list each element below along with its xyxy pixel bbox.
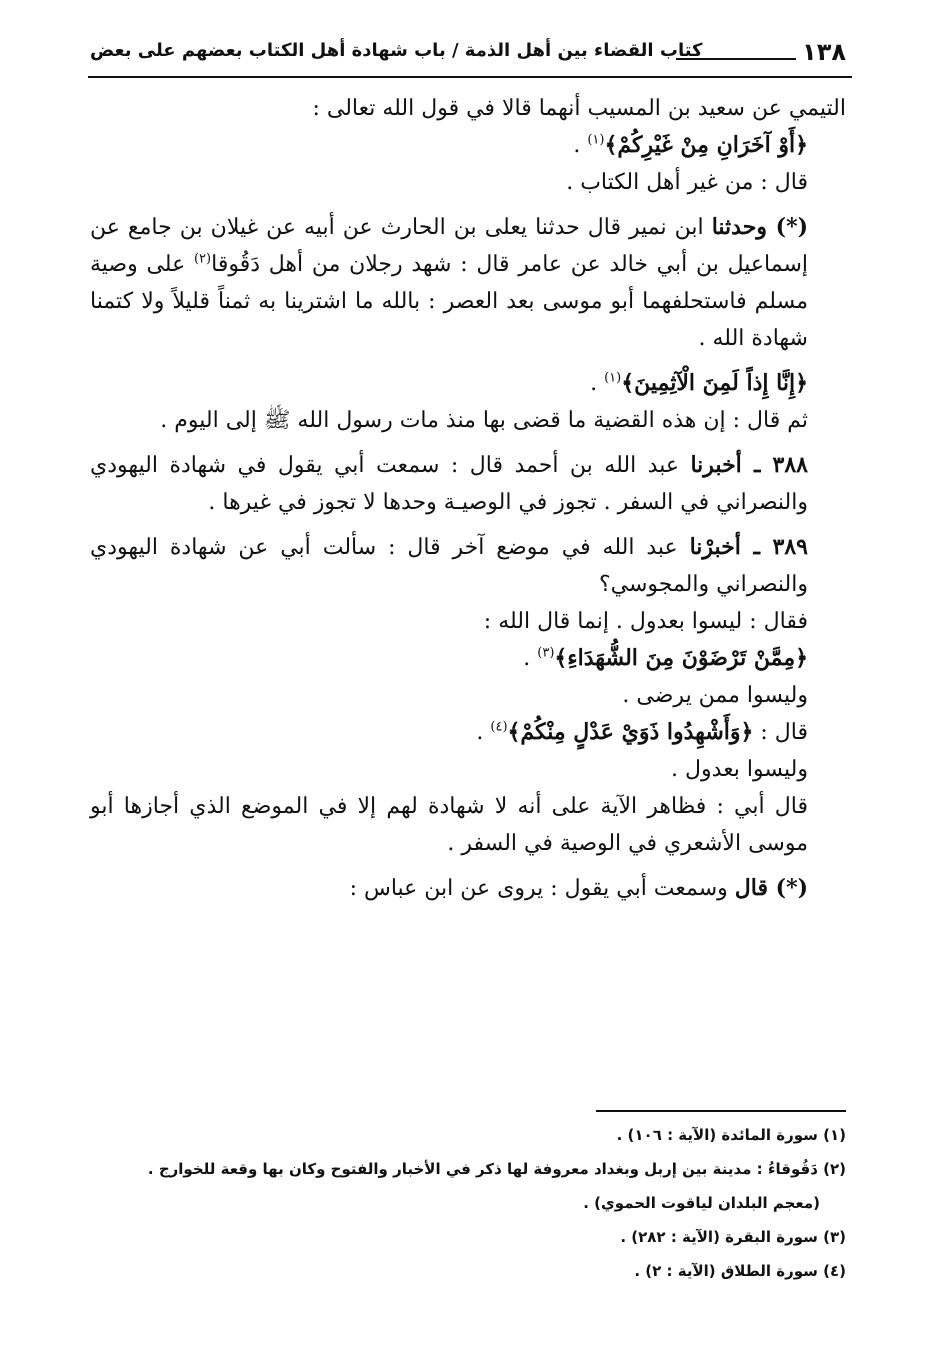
footnote-ref: (٣): [537, 645, 555, 661]
narration-lead: أخبرنا: [690, 452, 742, 478]
text-fragment: قال :: [753, 720, 808, 745]
footnote-ref: (١): [587, 132, 605, 148]
paragraph-text: عبد الله بن أحمد قال : سمعت أبي يقول في شهادة اليهودي والنصراني في السفر . تجوز في الوصيـة وحدها لا تجوز في غيرها .: [90, 453, 808, 515]
text-line: ثم قال : إن هذه القضية ما قضى بها منذ مات رسول الله ﷺ إلى اليوم .: [160, 408, 808, 433]
hadith-number: ٣٨٩ ـ: [740, 534, 808, 560]
hadith-number: ٣٨٨ ـ: [741, 452, 808, 478]
footnote-ref: (١): [604, 370, 622, 386]
narration-lead: قال: [734, 875, 776, 901]
verse-end: .: [523, 646, 538, 671]
text-line: وليسوا بعدول .: [671, 757, 808, 782]
paragraph-388: [90, 447, 846, 521]
verse-line: [90, 640, 846, 677]
verse-line: [90, 365, 846, 402]
paragraph-text: وسمعت أبي يقول : يروى عن ابن عباس :: [349, 876, 735, 901]
footnotes: [86, 1110, 846, 1288]
text-line: قال : من غير أهل الكتاب .: [566, 170, 808, 195]
footnote: (٣) سورة البقرة (الآية : ٢٨٢) .: [620, 1228, 846, 1246]
header-rule: [88, 76, 852, 78]
text-line: وليسوا ممن يرضى .: [622, 683, 808, 708]
text-line: فقال : ليسوا بعدول . إنما قال الله :: [483, 609, 808, 634]
verse-line: [90, 127, 846, 164]
text-line: قال أبي : فظاهر الآية على أنه لا شهادة لهم إلا في الموضع الذي أجازها أبو موسى الأشعري في الوصية في السفر .: [90, 794, 808, 856]
verse-end: .: [590, 371, 605, 396]
quran-verse: ﴿وَأَشْهِدُوا ذَوَيْ عَدْلٍ مِنْكُمْ﴾: [507, 719, 754, 745]
footnote-rule: [596, 1110, 846, 1112]
footnote-continuation: (معجم البلدان لياقوت الحموي) .: [583, 1194, 820, 1212]
main-text: [90, 90, 846, 907]
page-number: ١٣٨: [802, 38, 846, 66]
star-marker: (*): [775, 214, 808, 240]
footnote: (٤) سورة الطلاق (الآية : ٢) .: [634, 1262, 846, 1280]
paragraph-text: على وصية مسلم فاستحلفهما أبو موسى بعد العصر : بالله ما اشترينا به ثمناً قليلاً ولا كتمنا شهادة الله .: [90, 252, 808, 351]
paragraph-389: [90, 529, 846, 603]
quran-verse: ﴿مِمَّنْ تَرْضَوْنَ مِنَ الشُّهَدَاءِ﴾: [554, 645, 808, 671]
footnote-ref: (٤): [490, 719, 508, 735]
footnote: (١) سورة المائدة (الآية : ١٠٦) .: [616, 1126, 846, 1144]
paragraph-text: ابن نمير قال حدثنا يعلى بن الحارث عن أبيه عن غيلان بن جامع عن إسماعيل بن أبي خالد عن عامر قال : شهد رجلان من أهل دَقُوقا: [90, 215, 808, 277]
narration-lead: وحدثنا: [711, 214, 776, 240]
running-header: [90, 34, 846, 74]
star-marker: (*): [775, 875, 808, 901]
footnote: (٢) دَقُوقاءُ : مدينة بين إربل وبغداد معروفة لها ذكر في الأخبار والفتوح وكان بها وقعة للخوارج .: [147, 1160, 846, 1178]
paragraph-star-2: [90, 870, 846, 907]
text-line: التيمي عن سعيد بن المسيب أنهما قالا في قول الله تعالى :: [312, 96, 846, 121]
paragraph-star-1: [90, 209, 846, 357]
header-title: كتاب القضاء بين أهل الذمة / باب شهادة أهل الكتاب بعضهم على بعض: [90, 40, 703, 61]
footnote-ref: (٢): [193, 251, 212, 267]
paragraph-text: عبد الله في موضع آخر قال : سألت أبي عن شهادة اليهودي والنصراني والمجوسي؟: [90, 535, 808, 597]
narration-lead: أخبرْنا: [689, 534, 741, 560]
quran-verse: ﴿أَوْ آخَرَانِ مِنْ غَيْرِكُمْ﴾: [604, 132, 808, 158]
verse-line: [90, 714, 846, 751]
quran-verse: ﴿إِنَّا إِذاً لَمِنَ الْآثِمِينَ﴾: [621, 370, 808, 396]
verse-end: .: [573, 133, 588, 158]
verse-end: .: [476, 720, 491, 745]
